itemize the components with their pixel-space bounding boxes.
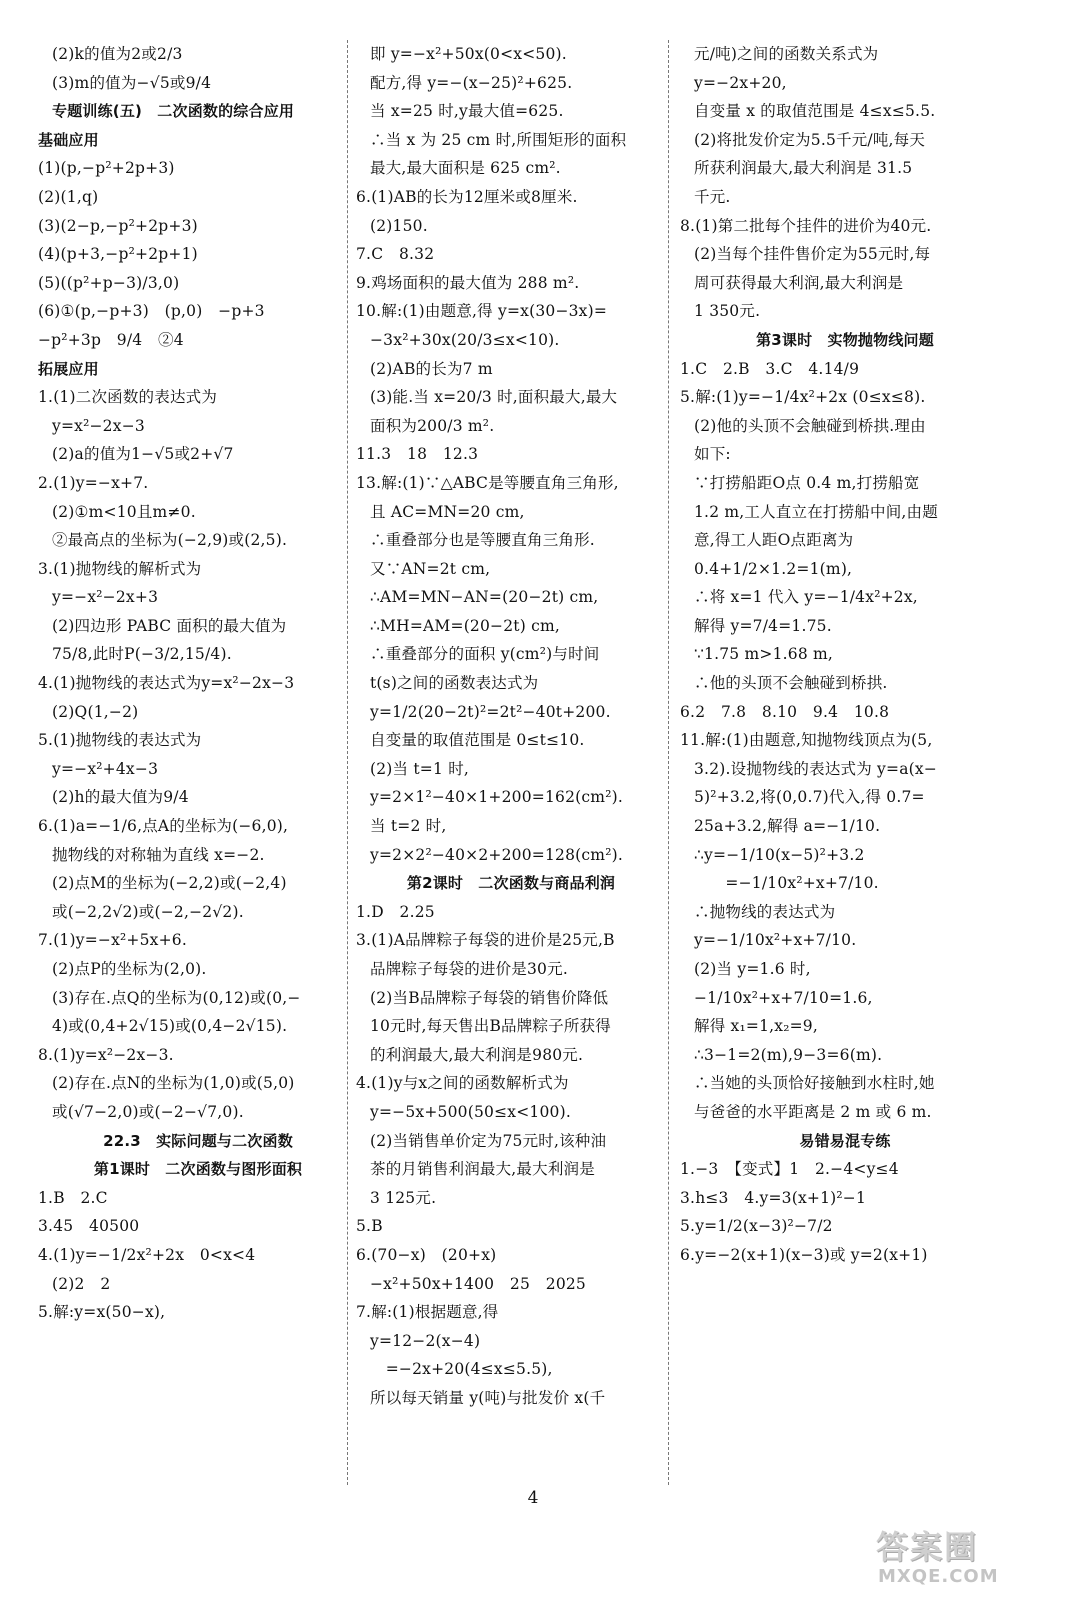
answer-line: (2)AB的长为7 m — [370, 359, 493, 378]
page-number: 4 — [527, 1488, 539, 1508]
answer-line: 25a+3.2,解得 a=−1/10. — [694, 817, 881, 836]
answer-line: −p²+3p 9/4 ②4 — [38, 330, 184, 349]
answer-line: 1.B 2.C — [38, 1188, 108, 1207]
answer-line: ∴AM=MN−AN=(20−2t) cm, — [370, 588, 599, 607]
answer-line: =−1/10x²+x+7/10. — [694, 874, 879, 893]
answer-line: −x²+50x+1400 25 2025 — [370, 1274, 586, 1293]
section-heading: 第1课时 二次函数与图形面积 — [93, 1160, 303, 1179]
answer-line: 0.4+1/2×1.2=1(m), — [694, 559, 853, 578]
answer-line: 10元时,每天售出B品牌粽子所获得 — [370, 1017, 611, 1036]
answer-line: (2)(1,q) — [38, 187, 99, 206]
section-heading: 拓展应用 — [38, 359, 99, 378]
answer-column-1 — [38, 40, 358, 1327]
answer-line: 8.(1)第二批每个挂件的进价为40元. — [680, 216, 932, 235]
answer-line: (6)①(p,−p+3) (p,0) −p+3 — [38, 302, 265, 321]
answer-line: 6.(1)a=−1/6,点A的坐标为(−6,0), — [38, 817, 289, 836]
answer-line: (2)150. — [370, 216, 428, 235]
answer-line: 解得 x₁=1,x₂=9, — [694, 1017, 818, 1036]
section-heading: 22.3 实际问题与二次函数 — [103, 1131, 293, 1150]
answer-line: y=x²−2x−3 — [52, 416, 145, 435]
answer-line: (2)2 2 — [52, 1274, 111, 1293]
answer-line: 1.D 2.25 — [356, 902, 435, 921]
answer-line: 5.(1)抛物线的表达式为 — [38, 731, 202, 750]
answer-line: 茶的月销售利润最大,最大利润是 — [370, 1160, 595, 1179]
answer-line: (4)(p+3,−p²+2p+1) — [38, 245, 198, 264]
answer-line: 自变量 x 的取值范围是 4≤x≤5.5. — [694, 102, 936, 121]
watermark-url: MXQE.COM — [878, 1566, 999, 1587]
answer-line: y=2×2²−40×2+200=128(cm²). — [370, 845, 623, 864]
answer-line: (3)存在.点Q的坐标为(0,12)或(0,− — [52, 988, 301, 1007]
answer-line: 7.解:(1)根据题意,得 — [356, 1303, 499, 1322]
section-heading: 第3课时 实物抛物线问题 — [756, 330, 934, 349]
answer-line: (5)((p²+p−3)/3,0) — [38, 273, 180, 292]
answer-line: (2)存在.点N的坐标为(1,0)或(5,0) — [52, 1074, 295, 1093]
answer-line: 3.(1)抛物线的解析式为 — [38, 559, 202, 578]
answer-column-3 — [680, 40, 1010, 1270]
answer-line: 6.(1)AB的长为12厘米或8厘米. — [356, 187, 578, 206]
answer-line: 最大,最大面积是 625 cm². — [370, 159, 561, 178]
answer-line: 5.y=1/2(x−3)²−7/2 — [680, 1217, 833, 1236]
answer-line: −1/10x²+x+7/10=1.6, — [694, 988, 873, 1007]
column-divider-2 — [668, 40, 669, 1485]
answer-line: 且 AC=MN=20 cm, — [370, 502, 525, 521]
answer-line: (2)当B品牌粽子每袋的销售价降低 — [370, 988, 609, 1007]
answer-line: (3)能.当 x=20/3 时,面积最大,最大 — [370, 388, 618, 407]
answer-line: ∴将 x=1 代入 y=−1/4x²+2x, — [694, 588, 918, 607]
answer-line: ∴当 x 为 25 cm 时,所围矩形的面积 — [370, 130, 627, 149]
answer-line: (2)将批发价定为5.5千元/吨,每天 — [694, 130, 926, 149]
answer-line: 配方,得 y=−(x−25)²+625. — [370, 73, 573, 92]
answer-line: 6.2 7.8 8.10 9.4 10.8 — [680, 702, 890, 721]
answer-line: (2)点P的坐标为(2,0). — [52, 960, 207, 978]
answer-line: 与爸爸的水平距离是 2 m 或 6 m. — [694, 1102, 932, 1121]
answer-line: 解得 y=7/4=1.75. — [694, 616, 832, 635]
answer-line: (2)Q(1,−2) — [52, 702, 139, 721]
answer-line: 1 350元. — [694, 302, 761, 321]
answer-line: 面积为200/3 m². — [370, 416, 495, 435]
answer-line: 或(−2,2√2)或(−2,−2√2). — [52, 902, 244, 921]
answer-line: 6.y=−2(x+1)(x−3)或 y=2(x+1) — [680, 1245, 928, 1264]
answer-line: 所以每天销量 y(吨)与批发价 x(千 — [370, 1388, 606, 1407]
answer-line: 4.(1)y与x之间的函数解析式为 — [356, 1074, 569, 1093]
answer-line: 周可获得最大利润,最大利润是 — [694, 273, 904, 292]
answer-line: 当 x=25 时,y最大值=625. — [370, 102, 564, 121]
watermark — [868, 1522, 1058, 1592]
watermark-logo: 答案圈 — [876, 1528, 979, 1566]
answer-line: 3.2).设抛物线的表达式为 y=a(x− — [694, 759, 938, 778]
answer-line: 9.鸡场面积的最大值为 288 m². — [356, 273, 580, 292]
answer-line: 或(√7−2,0)或(−2−√7,0). — [52, 1102, 244, 1121]
answer-line: y=−1/10x²+x+7/10. — [694, 931, 857, 950]
answer-line: y=−2x+20, — [694, 73, 787, 92]
answer-line: ∴他的头顶不会触碰到桥拱. — [694, 674, 888, 693]
answer-line: t(s)之间的函数表达式为 — [370, 674, 539, 693]
answer-line: y=−x²+4x−3 — [52, 759, 159, 778]
answer-line: 4)或(0,4+2√15)或(0,4−2√15). — [52, 1017, 288, 1036]
answer-line: (3)m的值为−√5或9/4 — [52, 73, 212, 92]
answer-line: (2)k的值为2或2/3 — [52, 45, 183, 63]
answer-line: ∴3−1=2(m),9−3=6(m). — [694, 1045, 883, 1064]
section-heading: 专题训练(五) 二次函数的综合应用 — [52, 102, 295, 121]
section-heading: 第2课时 二次函数与商品利润 — [406, 874, 616, 893]
answer-line: 3.(1)A品牌粽子每袋的进价是25元,B — [356, 931, 615, 950]
answer-line: 1.−3 【变式】1 2.−4<y≤4 — [680, 1160, 899, 1179]
answer-line: (2)四边形 PABC 面积的最大值为 — [52, 616, 287, 635]
answer-line: (2)h的最大值为9/4 — [52, 788, 189, 807]
answer-line: (2)点M的坐标为(−2,2)或(−2,4) — [52, 874, 287, 893]
answer-line: 5.解:(1)y=−1/4x²+2x (0≤x≤8). — [680, 388, 926, 407]
answer-line: y=1/2(20−2t)²=2t²−40t+200. — [370, 702, 611, 721]
section-heading: 基础应用 — [38, 130, 99, 149]
answer-line: (1)(p,−p²+2p+3) — [38, 159, 175, 178]
answer-line: 4.(1)抛物线的表达式为y=x²−2x−3 — [38, 674, 295, 693]
answer-line: 11.3 18 12.3 — [356, 445, 479, 464]
answer-line: 75/8,此时P(−3/2,15/4). — [52, 645, 232, 664]
answer-line: 抛物线的对称轴为直线 x=−2. — [52, 845, 265, 864]
answer-line: (2)当 t=1 时, — [370, 759, 470, 778]
answer-line: 2.(1)y=−x+7. — [38, 473, 149, 492]
answer-line: 8.(1)y=x²−2x−3. — [38, 1045, 174, 1064]
answer-line: y=−5x+500(50≤x<100). — [370, 1102, 571, 1121]
answer-line: ∴当她的头顶恰好接触到水柱时,她 — [694, 1074, 935, 1093]
answer-line: 10.解:(1)由题意,得 y=x(30−3x)= — [356, 302, 608, 321]
answer-line: (2)①m<10且m≠0. — [52, 502, 196, 521]
answer-line: 如下: — [694, 445, 731, 464]
answer-line: 11.解:(1)由题意,知抛物线顶点为(5, — [680, 731, 933, 750]
answer-line: =−2x+20(4≤x≤5.5), — [370, 1360, 553, 1379]
answer-line: (2)a的值为1−√5或2+√7 — [52, 445, 234, 464]
answer-line: 13.解:(1)∵△ABC是等腰直角三角形, — [356, 473, 619, 492]
answer-line: ∵打捞船距O点 0.4 m,打捞船宽 — [694, 473, 920, 492]
answer-line: 元/吨)之间的函数关系式为 — [694, 45, 879, 63]
answer-line: 1.(1)二次函数的表达式为 — [38, 388, 218, 407]
answer-line: 的利润最大,最大利润是980元. — [370, 1045, 584, 1064]
answer-line: 3.h≤3 4.y=3(x+1)²−1 — [680, 1188, 867, 1207]
answer-line: y=2×1²−40×1+200=162(cm²). — [370, 788, 623, 807]
answer-line: ∴抛物线的表达式为 — [694, 902, 836, 921]
answer-line: 品牌粽子每袋的进价是30元. — [370, 960, 568, 978]
answer-line: ∵1.75 m>1.68 m, — [694, 645, 834, 664]
answer-line: −3x²+30x(20/3≤x<10). — [370, 330, 560, 349]
answer-line: 5.解:y=x(50−x), — [38, 1303, 166, 1322]
answer-line: ∴重叠部分的面积 y(cm²)与时间 — [370, 645, 600, 664]
answer-line: (2)当 y=1.6 时, — [694, 960, 811, 978]
answer-line: 3.45 40500 — [38, 1217, 140, 1236]
answer-line: ∴y=−1/10(x−5)²+3.2 — [694, 845, 865, 864]
answer-line: y=12−2(x−4) — [370, 1331, 481, 1350]
answer-line: ∴重叠部分也是等腰直角三角形. — [370, 531, 595, 550]
answer-line: 所获利润最大,最大利润是 31.5 — [694, 159, 913, 178]
answer-line: 意,得工人距O点距离为 — [694, 531, 854, 550]
answer-line: 3 125元. — [370, 1188, 437, 1207]
answer-line: ∴MH=AM=(20−2t) cm, — [370, 616, 561, 635]
answer-line: (2)当每个挂件售价定为55元时,每 — [694, 245, 931, 264]
answer-line: 1.2 m,工人直立在打捞船中间,由题 — [694, 502, 938, 521]
answer-line: 当 t=2 时, — [370, 817, 447, 836]
answer-line: 4.(1)y=−1/2x²+2x 0<x<4 — [38, 1245, 256, 1264]
answer-line: ②最高点的坐标为(−2,9)或(2,5). — [52, 531, 288, 550]
answer-line: 7.(1)y=−x²+5x+6. — [38, 931, 187, 950]
answer-line: 6.(70−x) (20+x) — [356, 1245, 497, 1264]
answer-line: y=−x²−2x+3 — [52, 588, 159, 607]
answer-line: (3)(2−p,−p²+2p+3) — [38, 216, 198, 235]
answer-line: (2)当销售单价定为75元时,该种油 — [370, 1131, 607, 1150]
answer-line: (2)他的头顶不会触碰到桥拱.理由 — [694, 416, 926, 435]
answer-line: 即 y=−x²+50x(0<x<50). — [370, 45, 567, 63]
section-heading: 易错易混专练 — [799, 1131, 891, 1150]
answer-line: 自变量的取值范围是 0≤t≤10. — [370, 731, 585, 750]
answer-line: 5)²+3.2,将(0,0.7)代入,得 0.7= — [694, 788, 925, 807]
answer-line: 1.C 2.B 3.C 4.14/9 — [680, 359, 860, 378]
answer-column-2 — [356, 40, 666, 1413]
answer-line: 又∵AN=2t cm, — [370, 559, 491, 578]
answer-line: 7.C 8.32 — [356, 245, 435, 264]
answer-line: 5.B — [356, 1217, 383, 1236]
answer-line: 千元. — [694, 187, 731, 206]
